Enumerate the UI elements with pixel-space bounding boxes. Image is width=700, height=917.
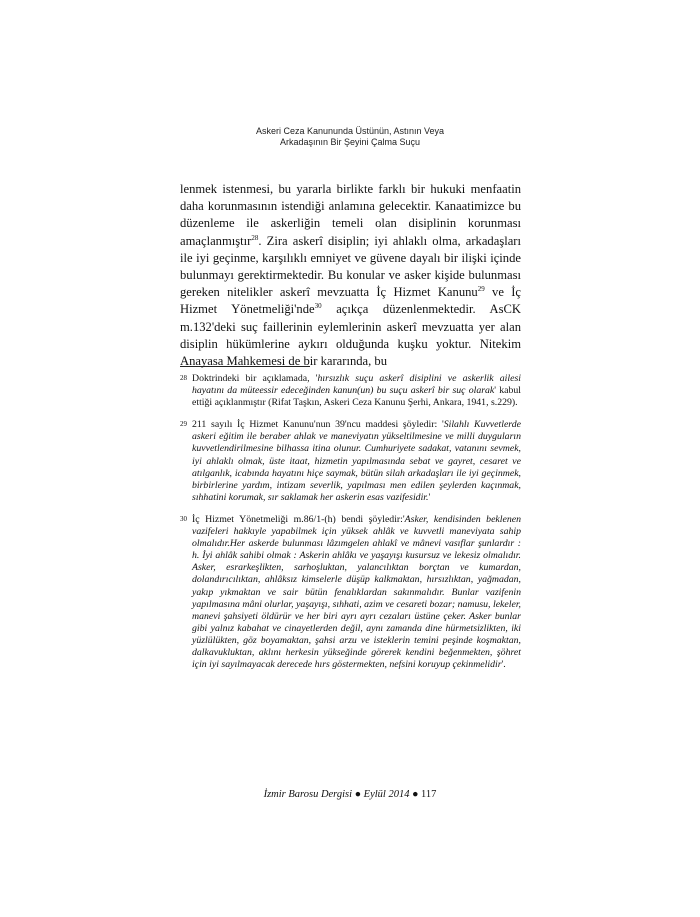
footnote-28	[180, 373, 521, 409]
header-line-1: Askeri Ceza Kanununda Üstünün, Astının Veya	[255, 126, 445, 136]
body-text-part-2: . Zira askerî disiplin; iyi ahlaklı olma, arkadaşları ile iyi geçinme, karşılıklı emniyet ve güvene dayalı bir ilişki içinde bulunmayı gerektirmektedir. Bu konular ve asker kişide bulunması gereken nitelikler askerî mevzuatta İç Hizmet Kanunu	[180, 233, 521, 300]
footnote-text-end: '	[428, 491, 431, 503]
footnote-ref-29[interactable]: 29	[477, 285, 485, 294]
footnote-quote: hırsızlık suçu askerî disiplini ve askerlik ailesi hayatını da müteessir edeceğinden kanun(un) bu suçu askerî bir suç olarak	[192, 373, 521, 397]
footnote-30	[180, 514, 521, 671]
body-text-part-1: lenmek istenmesi, bu yararla birlikte farklı bir hukuki menfaatin daha korunmasının istendiği anlamına gelecektir. Kanaatimizce bu düzenleme ile askerliğin temeli olan disiplinin korunması amaçlanmıştır	[180, 182, 521, 248]
footnote-text-end: '.	[501, 659, 506, 671]
footnote-separator	[180, 366, 310, 367]
running-header	[0, 126, 700, 148]
body-text-part-3: ve İç Hizmet Yönetmeliği'nde	[180, 285, 522, 317]
footnote-number: 30	[180, 514, 187, 523]
footnote-ref-30[interactable]: 30	[314, 302, 322, 311]
page-footer	[0, 789, 700, 800]
footnote-text: 211 sayılı İç Hizmet Kanunu'nun 39'ncu maddesi şöyledir: '	[192, 419, 444, 431]
main-paragraph	[180, 181, 521, 370]
footer-separator: ●	[409, 789, 422, 800]
journal-name: İzmir Barosu Dergisi	[263, 789, 353, 800]
footnotes	[180, 373, 521, 681]
footnote-quote: Silahlı Kuvvetlerde askeri eğitim ile beraber ahlak ve maneviyatın yükseltilmesine ve milli duyguların kuvvetlendirilmesine bilhassa itina olunur. Cumhuriyete sadakat, vatanını sevmek, iyi ahlaklı olmak, üste itaat, hizmetin yapılmasında sebat ve gayret, cesaret ve atılganlık, icabında hayatını hiçe saymak, bütün silah arkadaşları ile iyi geçinmek, birbirlerine yardım, intizam severlik, yapılması men edilen şeylerden kaçınmak, sıhhatini korumak, sır saklamak her askerin esas vazifesidir.	[192, 419, 521, 503]
header-line-2: Arkadaşının Bir Şeyini Çalma Suçu	[279, 137, 421, 147]
issue-date: Eylül 2014	[363, 789, 410, 800]
footnote-quote: Asker, kendisinden beklenen vazifeleri hakkıyle yapabilmek için yüksek ahlâk ve kuvvetli maneviyata sahip olmalıdır.Her askerde bulunması lâzımgelen ahlakî ve mânevi vasıflar şunlardır : h. İyi ahlâk sahibi olmak : Askerin ahlâkı ve yaşayışı kusursuz ve lekesiz olmalıdır. Asker, esrarkeşlikten, sarhoşluktan, yalancılıktan borçtan ve kumardan, dolandırıcılıktan, ahlâksız kimselerle düşüp kalkmaktan, hırsızlıktan, yağmadan, yakıp yıkmaktan ve sair bütün fenalıklardan sakınmalıdır. Bunlar vazifenin yapılmasına mâni olurlar, yaşayışı, sıhhati, azim ve cesareti bozar; namusu, lekeler, manevi şahsiyeti öldürür ve her biri ayrı ayrı cezaları üstüne çeker. Asker bunlar gibi yalnız kabahat ve cinayetlerden değil, aynı zamanda dine hürmetsizlikten, iki yüzlülükten, göz boyamaktan, şahsi arzu ve isteklerin temini peşinde koşmaktan, dalkavukluktan, aklını herkesin yükseğinde görerek kendini beğenmekten, şöhret için iyi sayılmayacak derecede hırs göstermekten, nefsini koruyup çekinmelidir	[192, 513, 521, 671]
page-number: 117	[421, 789, 437, 800]
footer-separator: ●	[352, 789, 364, 800]
footnote-text-end: ' kabul ettiği açıklanmıştır (Rifat Taşkın, Askeri Ceza Kanunu Şerhi, Ankara, 1941, s.229).	[192, 385, 521, 409]
footnote-text: İç Hizmet Yönetmeliği m.86/1-(h) bendi şöyledir:'	[192, 513, 405, 525]
body-text-part-4: açıkça düzenlenmektedir. AsCK m.132'deki suç faillerinin eylemlerinin askerî mevzuatta yer alan disiplin hükümlerine aykırı olduğunda kuşku yoktur. Nitekim Anayasa Mahkemesi de bir kararında, bu	[180, 302, 521, 369]
footnote-ref-28[interactable]: 28	[251, 233, 259, 242]
footnote-29	[180, 419, 521, 504]
footnote-number: 29	[180, 420, 187, 429]
footnote-text: Doktrindeki bir açıklamada, '	[192, 373, 318, 384]
footnote-number: 28	[180, 374, 187, 382]
